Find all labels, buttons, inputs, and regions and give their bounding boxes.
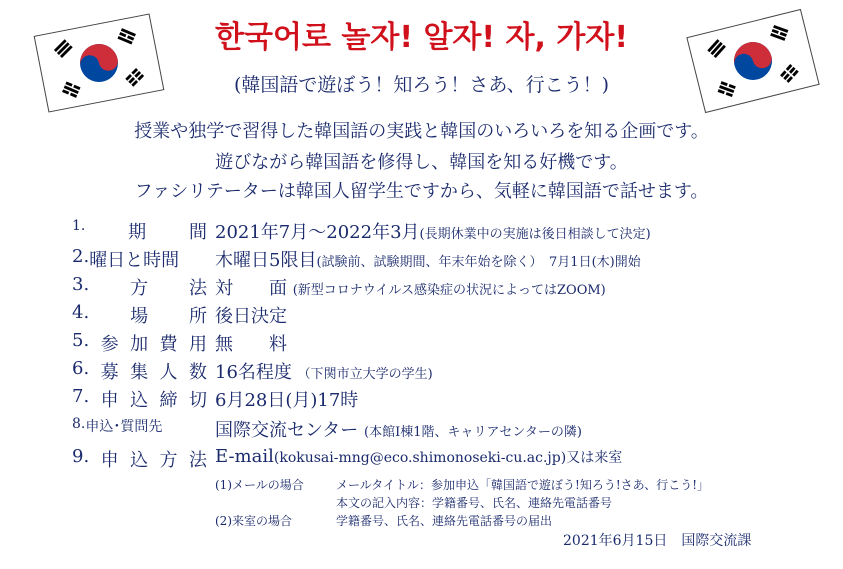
row-label-char: 込 — [130, 390, 149, 411]
mail-case-body: 本文の記入内容：学籍番号、氏名、連絡先電話番号 — [336, 496, 613, 510]
row-label-char: 方 — [159, 450, 178, 471]
footer-date-office: 2021年6月15日 国際交流課 — [563, 533, 752, 549]
row-label-text: 曜日と時間 — [89, 250, 180, 271]
row-value — [215, 386, 358, 412]
row-value — [215, 358, 433, 384]
row-label — [72, 386, 207, 412]
row-value — [215, 330, 287, 356]
row-label — [72, 246, 207, 272]
row-label-char: 方 — [130, 278, 149, 299]
method-note: (新型コロナウイルス感染症の状況によってはZOOM) — [292, 283, 606, 298]
row-number: 4. — [72, 302, 90, 323]
row-label-char: 法 — [189, 278, 207, 299]
capacity-value: 16名程度 — [215, 362, 292, 383]
row-value — [215, 246, 641, 272]
row-number: 2. — [72, 246, 90, 267]
row-value — [215, 416, 582, 442]
email-label: E-mail — [215, 446, 274, 467]
row-label — [72, 330, 207, 356]
method-value: 対 面 — [215, 278, 287, 299]
intro-line: 授業や独学で習得した韓国語の実践と韓国のいろいろを知る企画です。 — [134, 121, 709, 142]
mail-case-subject: メールタイトル：参加申込「韓国語で遊ぼう!知ろう!さあ、行こう!」 — [336, 478, 710, 492]
row-label-char: 法 — [189, 450, 207, 471]
row-label-char: 集 — [130, 362, 149, 383]
japanese-subtitle: (韓国語で遊ぼう！知ろう！さあ、行こう！) — [233, 74, 610, 96]
email-address: (kokusai-mng@eco.shimonoseki-cu.ac.jp)又は来室 — [273, 450, 623, 466]
row-number: 3. — [72, 274, 90, 295]
row-value — [215, 274, 606, 300]
intro-line: ファシリテーターは韓国人留学生ですから、気軽に韓国語で話せます。 — [134, 181, 709, 202]
row-label-char: 申 — [100, 450, 119, 471]
row-label-text: 申込･質問先 — [85, 419, 163, 435]
row-label-char: 費 — [159, 334, 178, 355]
time-value: 木曜日5限目 — [215, 250, 317, 271]
row-label-char: 期 — [128, 222, 147, 243]
row-value — [215, 446, 622, 467]
row-label-char: 加 — [130, 334, 149, 355]
visit-case-label: (2)来室の場合 — [215, 514, 292, 528]
row-label — [72, 416, 207, 436]
row-value — [215, 218, 651, 244]
time-note: (試験前、試験期間、年末年始を除く） 7月1日(木)開始 — [316, 255, 641, 270]
row-number: 5. — [72, 330, 90, 351]
deadline-value: 6月28日(月)17時 — [215, 390, 359, 411]
row-label-char: 締 — [159, 390, 178, 411]
row-label-char: 人 — [159, 362, 178, 383]
row-label-char: 申 — [100, 390, 119, 411]
row-label-char: 場 — [130, 306, 149, 327]
place-value: 後日決定 — [215, 306, 287, 327]
row-label-char: 用 — [189, 334, 207, 355]
row-label — [72, 358, 207, 384]
fee-value: 無 料 — [215, 334, 287, 355]
row-label — [72, 302, 207, 328]
row-label-char: 数 — [189, 362, 207, 383]
period-value: 2021年7月〜2022年3月 — [215, 222, 420, 243]
row-number: 6. — [72, 358, 90, 379]
row-number: 9. — [72, 446, 90, 467]
intro-line: 遊びながら韓国語を修得し、韓国を知る好機です。 — [215, 152, 628, 173]
row-label-char: 込 — [130, 450, 149, 471]
row-label-char: 参 — [100, 334, 119, 355]
row-label-char: 間 — [188, 222, 207, 243]
row-label — [72, 274, 207, 300]
row-number: 1. — [72, 218, 86, 234]
visit-case-text: 学籍番号、氏名、連絡先電話番号の届出 — [336, 514, 553, 528]
row-label-char: 切 — [189, 390, 207, 411]
row-label — [72, 218, 207, 244]
row-number: 8. — [72, 416, 86, 432]
korean-title: 한국어로 놀자! 알자! 자, 가자! — [215, 20, 628, 55]
period-note: (長期休業中の実施は後日相談して決定) — [419, 227, 651, 242]
row-number: 7. — [72, 386, 90, 407]
row-label-char: 所 — [189, 306, 207, 327]
row-label-char: 募 — [100, 362, 119, 383]
row-label — [72, 446, 207, 472]
contact-note: (本館Ⅰ棟1階、キャリアセンターの隣) — [364, 425, 582, 440]
capacity-note: （下関市立大学の学生) — [297, 367, 433, 382]
row-value — [215, 302, 287, 328]
contact-value: 国際交流センター — [215, 420, 359, 441]
mail-case-label: (1)メールの場合 — [215, 478, 304, 492]
